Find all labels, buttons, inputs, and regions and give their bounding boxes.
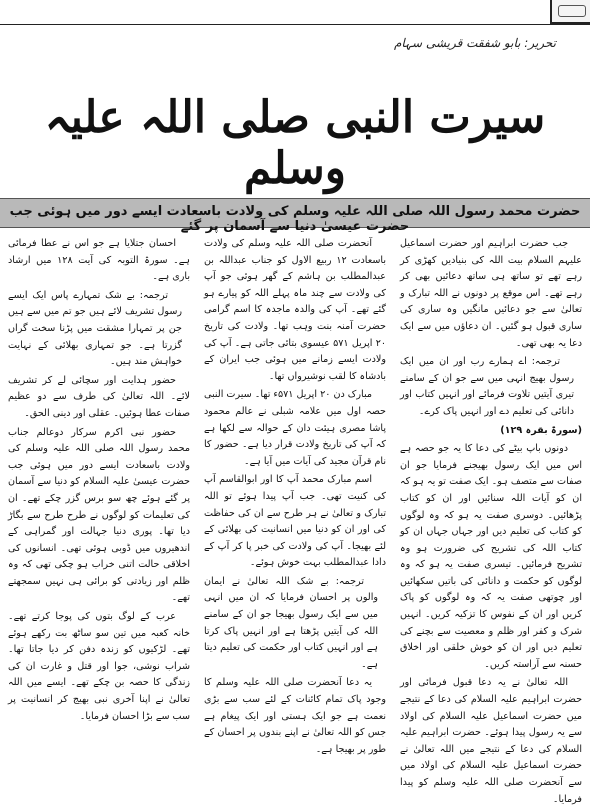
paragraph: حضور ہدایت اور سچائی لے کر تشریف لائے۔ اللہ تعالیٰ کی طرف سے دو عظیم صفات عطا ہوئیں۔ عقلی اور دینی الحق۔: [8, 374, 190, 419]
paragraph: عرب کے لوگ بتوں کی پوجا کرتے تھے۔ خانہ کعبہ میں تین سو ساٹھ بت رکھے ہوئے تھے۔ لڑکیوں کو زندہ دفن کر دیا جاتا تھا۔ شراب نوشی، جوا اور قتل و غارت ان کی زندگی کا حصہ بن چکے تھے۔ ایسے میں اللہ تعالیٰ نے اپنا آخری نبی بھیج کر انسانیت پر سب سے بڑا احسان فرمایا۔: [8, 611, 190, 722]
paragraph: حضور نبی اکرم سرکار دوعالم جناب محمد رسول اللہ صلی اللہ علیہ وسلم کی ولادت باسعادت ایسے دور میں ہوئی جب حضرت عیسیٰ علیہ السلام کو دنیا سے آسمان پر گئے ہوئے چھ سو برس گزر چکے تھے۔ ان کی تعلیمات کو لوگوں نے طرح طرح سے بگاڑ دیا تھا۔ پوری دنیا جہالت اور گمراہی کے اندھیروں میں ڈوبی ہوئی تھی۔ انسانوں کی اخلاقی حالت اتنی خراب ہو چکی تھی کہ وہ ظلم اور زیادتی کو برائی ہی نہیں سمجھتے تھے۔: [8, 426, 190, 604]
paragraph: ترجمہ: اے ہمارے رب اور ان میں ایک رسول بھیج انہی میں سے جو ان کے سامنے تیری آیتیں تلاوت فرمائے اور انہیں کتاب اور دانائی کی تعلیم دے اور انہیں پاک کرے۔: [400, 356, 574, 417]
verse-reference: (سورۃ بقرہ ۱۲۹): [500, 424, 582, 436]
masthead-ornament-icon: [558, 5, 586, 17]
paragraph: احسان جتلایا ہے جو اس نے عطا فرمائی ہے۔ سورۃ التوبہ کی آیت ۱۲۸ میں ارشاد باری ہے۔: [8, 238, 190, 283]
column-right: [400, 236, 582, 805]
paragraph: جب حضرت ابراہیم اور حضرت اسماعیل علیہم السلام بیت اللہ کی بنیادیں کھڑی کر رہے تھے تو ساتھ ہی ساتھ دعائیں بھی کر رہے تھے۔ اس موقع پر دونوں نے اللہ تبارک و تعالیٰ سے جو دعائیں مانگیں وہ ساری کی ساری قبول ہو گئیں۔ ان دعاؤں میں سے ایک دعا یہ بھی تھی۔: [400, 238, 582, 349]
paragraph: ترجمہ: بے شک اللہ تعالیٰ نے ایمان والوں پر احسان فرمایا کہ ان میں انہی میں سے ایک رسول بھیجا جو ان کے سامنے اللہ کی آیتیں پڑھتا ہے اور انہیں پاک کرتا ہے اور انہیں کتاب اور حکمت کی تعلیم دیتا ہے۔: [204, 575, 378, 670]
article-columns: [8, 236, 582, 805]
author-byline: تحریر: بابو شفقت قریشی سہام: [393, 36, 556, 50]
paragraph: دونوں باپ بیٹے کی دعا کا یہ جو حصہ ہے اس میں ایک رسول بھیجنے فرمایا جو ان صفات سے متصف ہو۔ ایک صفت تو یہ ہو کہ ان کو آیات اللہ سنائیں اور ان کو کتاب پڑھائیں۔ دوسری صفت یہ ہو کہ وہ لوگوں کو کتاب کی تعلیم دیں اور جہاں جہاں ان کو کتاب اللہ کی تشریح کی ضرورت ہو وہ تشریح فرمائیں۔ تیسری صفت یہ ہو کہ وہ لوگوں کو حکمت و دانائی کی باتیں سکھائیں اور چوتھی صفت یہ کہ وہ لوگوں کو پاک کریں اور ان کے نفوس کا تزکیہ کریں۔ انہیں شرک و کفر اور ظلم و معصیت سے بچنے کی تعلیم دیں اور ان کو خوش خلقی اور اخلاق حسنہ سے آراستہ کریں۔: [400, 443, 582, 670]
paragraph: ترجمہ: بے شک تمہارے پاس ایک ایسے رسول تشریف لائے ہیں جو تم میں سے ہیں جن پر تمہارا مشقت میں پڑنا سخت گراں گزرتا ہے۔ جو تمہاری بھلائی کے نہایت خواہش مند ہیں۔: [8, 289, 182, 368]
paragraph: آنحضرت صلی اللہ علیہ وسلم کی ولادت باسعادت ۱۲ ربیع الاول کو جناب عبداللہ بن عبدالمطلب بن ہاشم کے گھر ہوئی جو آپ کی ولادت سے چند ماہ پہلے اللہ کو پیارے ہو گئے تھے۔ آپ کی والدہ ماجدہ کا اسم گرامی حضرت آمنہ بنت وہب تھا۔ ولادت کی تاریخ ۲۰ اپریل ۵۷۱ عیسوی بتائی جاتی ہے۔ آپ کی ولادت ایسے زمانے میں ہوئی جب ایران کے بادشاہ کا لقب نوشیرواں تھا۔: [204, 238, 386, 382]
column-middle: [204, 236, 386, 755]
paragraph: یہ دعا آنحضرت صلی اللہ علیہ وسلم کا وجود پاک تمام کائنات کے لئے سب سے بڑی نعمت ہے جو ایک ہستی اور ایک پیغام ہے جس کو اللہ تعالیٰ نے اپنے بندوں پر احسان کے طور پر بھیجا ہے۔: [204, 677, 386, 755]
subtitle-band: [0, 198, 590, 234]
article-subtitle: حضرت محمد رسول اللہ صلی اللہ علیہ وسلم کی ولادت باسعادت ایسے دور میں ہوئی جب حضرت عیسیٰ دنیا سے آسمان پر گئے: [9, 204, 581, 234]
column-left: [8, 236, 190, 742]
masthead-strip: [0, 0, 590, 25]
paragraph: اللہ تعالیٰ نے یہ دعا قبول فرمائی اور حضرت ابراہیم علیہ السلام کی دعا کے نتیجے میں حضرت اسماعیل علیہ السلام کی اولاد سے یہ رسول پیدا ہوئے۔ حضرت ابراہیم علیہ السلام کی دعا کے نتیجے میں اللہ تعالیٰ نے حضرت اسماعیل علیہ السلام کی اولاد میں سے آنحضرت صلی اللہ علیہ وسلم کو پیدا فرمایا۔: [400, 677, 582, 805]
paragraph: اسم مبارک محمد آپ کا اور ابوالقاسم آپ کی کنیت تھی۔ جب آپ پیدا ہوئے تو اللہ تبارک و تعالیٰ نے ہر طرح سے ان کی حفاظت کی اور ان کو دنیا میں انسانیت کی بھلائی کے لئے بھیجا۔ آپ کی ولادت کی خبر پا کر آپ کے دادا عبدالمطلب بہت خوش ہوئے۔: [204, 474, 386, 569]
article-title: سیرت النبی صلی اللہ علیہ وسلم: [44, 92, 546, 194]
masthead-tab: [550, 0, 590, 24]
paragraph: مبارک دن ۲۰ اپریل ۵۷۱ء تھا۔ سیرت النبی حصہ اول میں علامہ شبلی نے عالم محمود پاشا مصری ہیئت دان کے حوالہ سے لکھا ہے کہ آپ کی تاریخ ولادت قرار دیا ہے۔ حضور کا نام قرآن مجید کی آیات میں آیا ہے۔: [204, 389, 386, 467]
